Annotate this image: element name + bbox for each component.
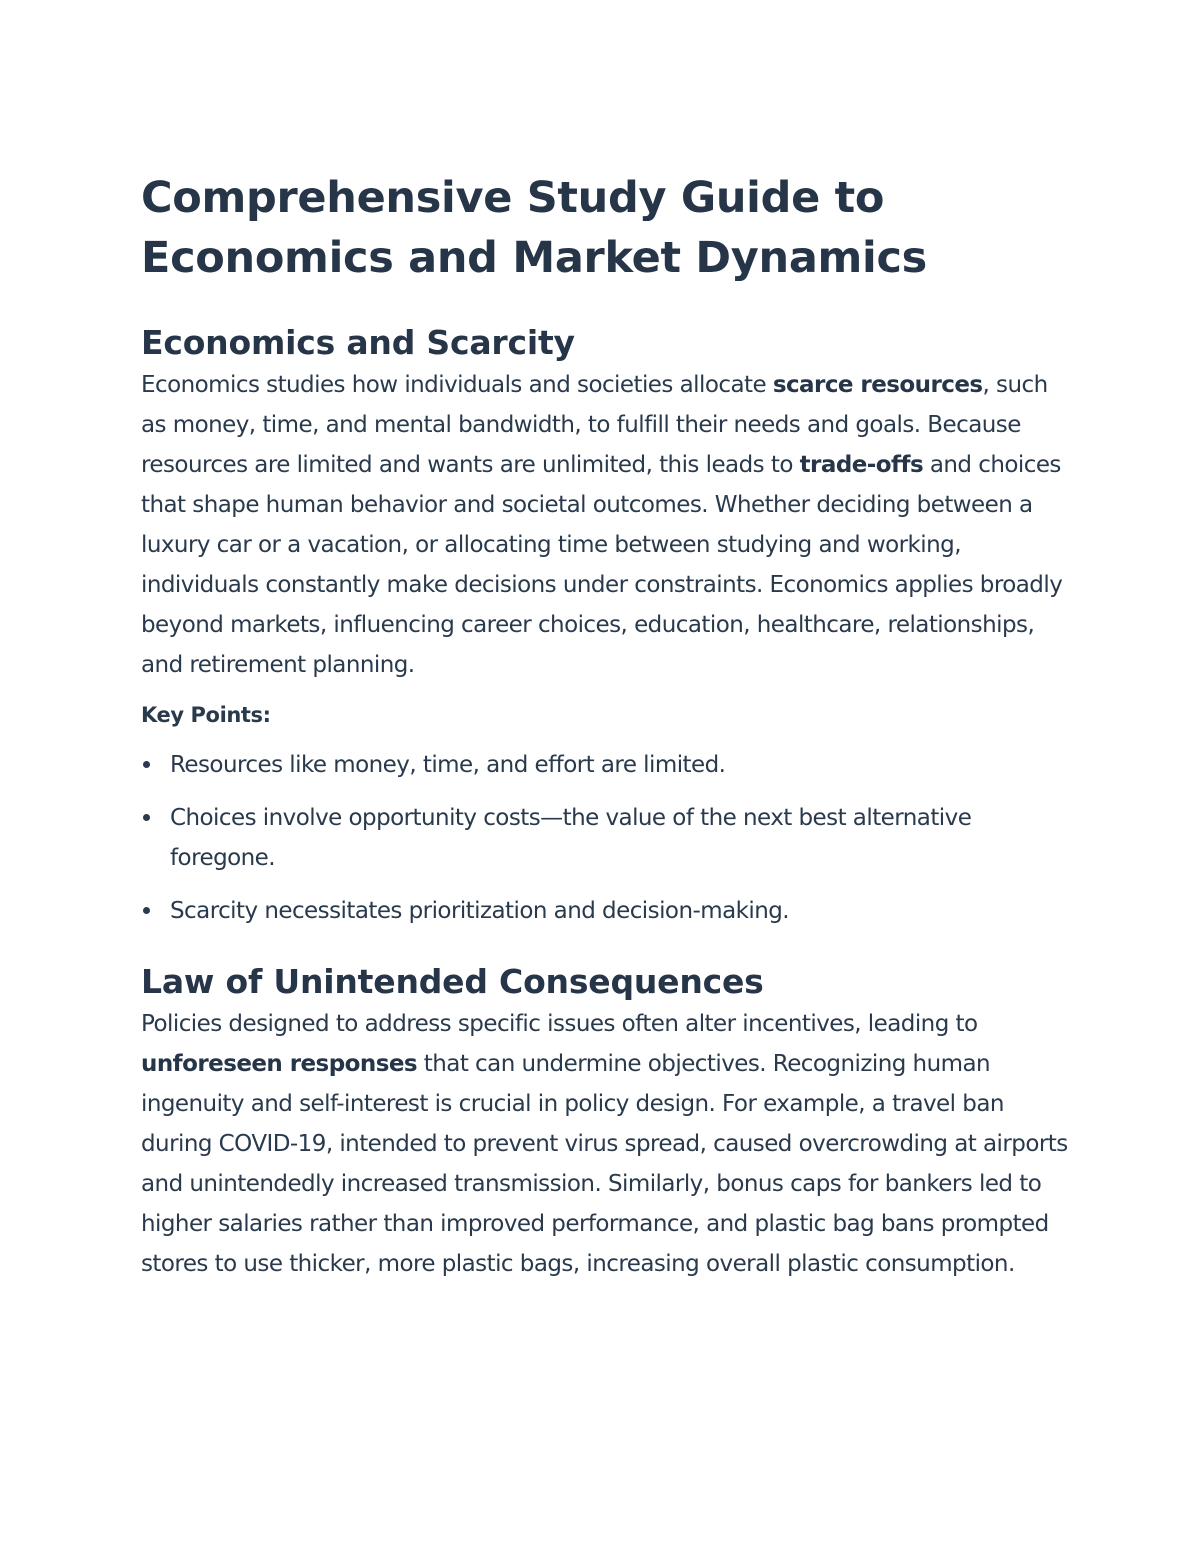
paragraph-text: and choices that shape human behavior and societal outcomes. Whether deciding between a luxury car or a vacation, or allocating time between studying and working, individuals constantly make decisions under constraints. Economics applies broadly beyond markets, influencing career choices, education, healthcare, relationships, and retirement planning. xyxy=(141,452,1063,678)
section-heading-unintended-consequences: Law of Unintended Consequences xyxy=(141,962,764,1001)
paragraph-scarcity xyxy=(141,365,1071,685)
list-item-text: Scarcity necessitates prioritization and decision-making. xyxy=(170,898,790,924)
bold-term-scarce-resources: scarce resources xyxy=(772,372,983,398)
bold-term-trade-offs: trade-offs xyxy=(799,452,924,478)
paragraph-unintended-consequences xyxy=(141,1004,1071,1284)
list-item xyxy=(141,745,1071,785)
bullet-icon xyxy=(143,761,150,768)
list-item-text: Resources like money, time, and effort are limited. xyxy=(170,752,726,778)
key-points-list xyxy=(141,745,1071,931)
bold-term-unforeseen-responses: unforeseen responses xyxy=(141,1051,418,1077)
document-title: Comprehensive Study Guide to Economics and Market Dynamics xyxy=(141,173,927,283)
document-page xyxy=(141,168,1071,1284)
paragraph-text: that can undermine objectives. Recognizing human ingenuity and self-interest is crucial in policy design. For example, a travel ban during COVID-19, intended to prevent virus spread, caused overcrowding at airports and unintendedly increased transmission. Similarly, bonus caps for bankers led to higher salaries rather than improved performance, and plastic bag bans prompted stores to use thicker, more plastic bags, increasing overall plastic consumption. xyxy=(141,1051,1068,1277)
paragraph-text: , such as money, time, and mental bandwidth, to fulfill their needs and goals. Because resources are limited and wants are unlimited, this leads to xyxy=(141,372,1048,478)
bullet-icon xyxy=(143,814,150,821)
section-heading-scarcity: Economics and Scarcity xyxy=(141,323,575,362)
paragraph-text: Economics studies how individuals and societies allocate xyxy=(141,372,773,398)
list-item xyxy=(141,798,1071,878)
bullet-icon xyxy=(143,907,150,914)
key-points-label: Key Points: xyxy=(141,703,271,727)
list-item-text: Choices involve opportunity costs—the value of the next best alternative foregone. xyxy=(170,805,972,871)
list-item xyxy=(141,891,1071,931)
paragraph-text: Policies designed to address specific issues often alter incentives, leading to xyxy=(141,1011,978,1037)
